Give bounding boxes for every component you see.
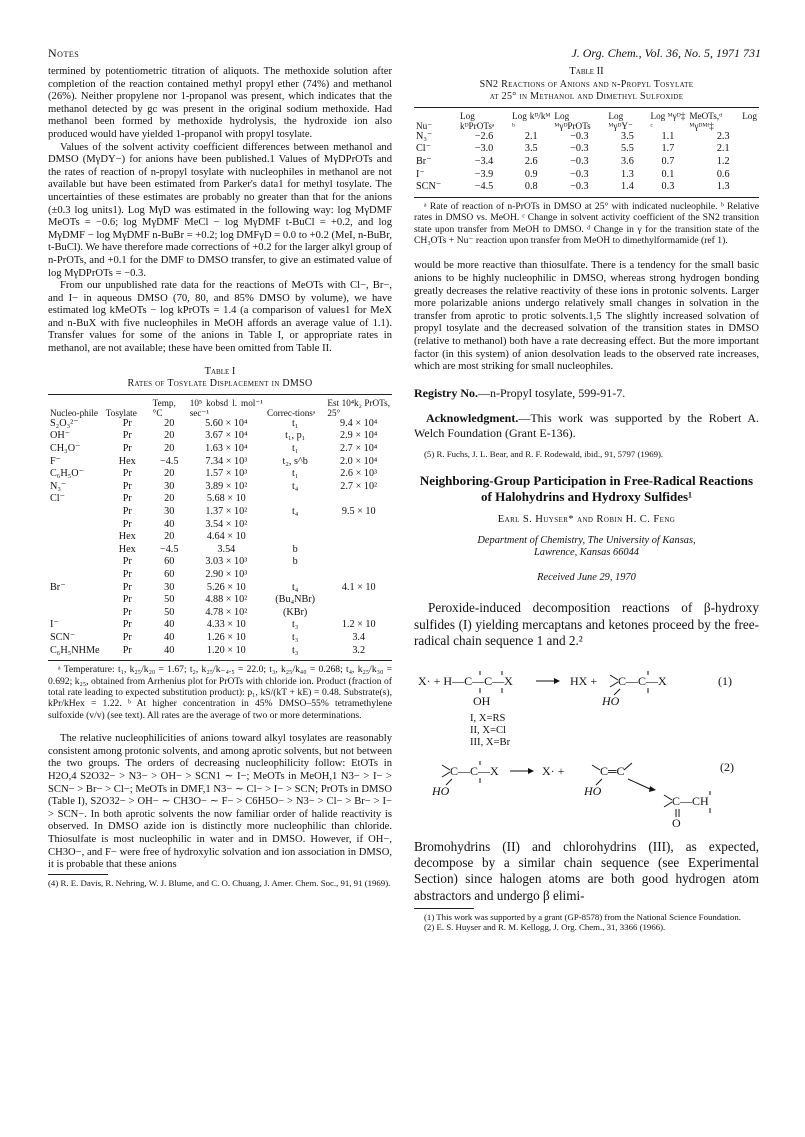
- table-cell: t₁: [291, 468, 299, 480]
- paragraph: Values of the solvent activity coefficient differences between methanol and DMSO (MγDY−) for anions have been published.1 Values of MγDPrOTs and the rates of reaction of n-propyl tosylate with nucleophiles in methanol are not available but have been estimated from Parker's data1 for methyl tosylate. The uncertainties of these estimates are probably no greater than that for the anions (±0.3 log units1). Log MγD was estimated in the following way: log MγDMF MeOTs = −0.6; log MγDMF MeCl − log MγDMF t-BuCl = +0.2, and log MγDMF − log MγDMF n-BuBr = +0.2; log DMFγD = 0.0 to +0.2 (MeI, n-BuBr, t-BuCl). We have therefore made corrections of +0.2 for the larger alkyl group of n-PrOTs, and +0.1 for the DMF to DMSO transfer, to give an estimated value of log MγDPrOTs = −0.3.: [48, 141, 392, 279]
- table-cell: 1.57 × 10³: [205, 468, 248, 480]
- equation-number: (2): [720, 759, 734, 774]
- paragraph: Peroxide-induced decomposition reactions of β-hydroxy sulfides (I) yielding mercaptans and ketones proceed by the free-radical chain sequence 1 and 2.²: [414, 600, 759, 648]
- column-header: Log ᴹγᴰPrOTs: [554, 110, 591, 131]
- table: [48, 398, 392, 657]
- table-subtitle: at 25° in Methanol and Dimethyl Sulfoxide: [489, 91, 684, 103]
- table-cell: I⁻: [50, 619, 59, 631]
- table-cell: 1.1: [661, 130, 675, 142]
- svg-text:O: O: [672, 815, 681, 830]
- table-cell: [48, 531, 104, 544]
- table-cell: 1.2 × 10: [341, 619, 376, 631]
- table-cell: 1.3: [621, 168, 634, 180]
- table-row: [48, 569, 392, 582]
- footnote: (5) R. Fuchs, J. L. Bear, and R. F. Rodewald, ibid., 91, 5797 (1969).: [424, 448, 664, 459]
- table-row: [48, 645, 392, 658]
- table-cell: CH₃O⁻: [50, 443, 81, 455]
- column-header: Log kᴰ/kᴹ ᵇ: [512, 110, 551, 131]
- table-cell: −3.0: [474, 143, 494, 155]
- table-cell: 3.5: [621, 130, 634, 142]
- table-cell: 3.54 × 10²: [205, 518, 248, 530]
- table-cell: SCN⁻: [416, 181, 442, 193]
- column-header: Correc-tionsᵃ: [266, 407, 316, 418]
- affiliation-line: Lawrence, Kansas 66044: [534, 547, 639, 559]
- table-cell: −0.3: [570, 168, 589, 180]
- paragraph: Bromohydrins (II) and chlorohydrins (III), as expected, decompose by a similar chain sequence (see Experimental Section) since halogen atoms are both good hydrogen atom abstractors and undergo β elimi-: [414, 838, 759, 903]
- table-cell: 0.7: [661, 155, 675, 167]
- paragraph: termined by potentiometric titration of aliquots. The methoxide solution after completion of the reaction contained methyl propyl ether (74%) and methanol (26%). Neither propylene nor 1-propanol was present, which indicates that the methanol detected by gc was present in the original sodium methoxide. Had methanol been formed by methoxide hydrolysis, the hydroxide ion also produced would have yielded 1-propanol with propyl tosylate.: [48, 66, 392, 140]
- table-cell: −4.5: [474, 181, 494, 193]
- svg-text:HO: HO: [584, 783, 602, 798]
- table-cell: 40: [164, 644, 175, 656]
- affiliation-line: Department of Chemistry, The University of Kansas,: [477, 534, 696, 546]
- table-cell: t₃: [291, 644, 299, 656]
- svg-text:C—C—X: C—C—X: [618, 673, 667, 688]
- table-header-row: [48, 398, 392, 418]
- table-cell: 0.3: [661, 181, 675, 193]
- table-cell: 0.1: [661, 168, 675, 180]
- table-cell: −0.3: [570, 130, 589, 142]
- table-cell: Pr: [122, 619, 132, 631]
- table-cell: Pr: [122, 581, 132, 593]
- table-cell: [48, 594, 104, 607]
- table-cell: 50: [164, 606, 175, 618]
- svg-text:C—CH: C—CH: [672, 793, 709, 808]
- table-cell: 9.5 × 10: [341, 506, 376, 517]
- table-cell: t₁: [291, 417, 299, 429]
- table: [414, 111, 759, 194]
- table-row: [48, 582, 392, 595]
- article-title: Neighboring-Group Participation in Free-Radical Reactions of Halohydrins and Hydroxy Sulfides¹: [419, 473, 754, 504]
- table-cell: b: [292, 556, 298, 568]
- table-cell: [265, 531, 325, 544]
- table-cell: 60: [164, 568, 175, 580]
- table-cell: 9.4 × 10⁴: [340, 417, 378, 429]
- footnote: (2) E. S. Huyser and R. M. Kellogg, J. Org. Chem., 31, 3366 (1966).: [424, 922, 666, 933]
- table-cell: b: [292, 543, 298, 555]
- footnote-rule: [48, 874, 108, 875]
- table-cell: 5.5: [621, 143, 634, 155]
- table-cell: Pr: [122, 468, 132, 480]
- table-cell: Hex: [118, 455, 136, 467]
- table-cell: Pr: [122, 644, 132, 656]
- reaction-scheme-drawing: [414, 661, 759, 831]
- table-cell: t₂, s^b: [282, 455, 308, 467]
- table-cell: Cl⁻: [416, 143, 432, 155]
- table-row: [48, 544, 392, 557]
- ack-label: Acknowledgment.: [426, 410, 519, 425]
- table-cell: I⁻: [416, 168, 425, 180]
- table-rule: [48, 660, 392, 661]
- table-cell: 2.90 × 10³: [205, 568, 248, 580]
- table-cell: −0.3: [570, 155, 589, 167]
- table-cell: 20: [164, 443, 175, 455]
- table-cell: 30: [164, 581, 175, 593]
- table-cell: Br⁻: [416, 155, 432, 167]
- table-cell: 20: [164, 468, 175, 480]
- table-cell: −3.4: [474, 155, 494, 167]
- table-row: [48, 481, 392, 494]
- svg-text:C—C—X: C—C—X: [450, 763, 499, 778]
- table-cell: 2.7 × 10⁴: [340, 443, 378, 455]
- table-cell: 4.78 × 10²: [205, 606, 248, 618]
- table-cell: 2.0 × 10⁴: [340, 455, 378, 467]
- running-head-right: J. Org. Chem., Vol. 36, No. 5, 1971 731: [571, 46, 761, 60]
- table-body: [414, 131, 759, 194]
- table-row: [48, 556, 392, 569]
- table-cell: 50: [164, 594, 175, 606]
- svg-text:X· +: X· +: [542, 763, 565, 778]
- table-cell: (Bu₄NBr): [275, 594, 316, 606]
- svg-text:III, X=Br: III, X=Br: [470, 736, 511, 748]
- table-cell: Pr: [122, 417, 132, 429]
- svg-text:HX +: HX +: [570, 673, 598, 688]
- registry-label: Registry No.: [414, 385, 478, 400]
- table-cell: 1.26 × 10: [206, 631, 246, 643]
- table-cell: [325, 569, 392, 582]
- table-cell: Pr: [122, 430, 132, 442]
- table-row: [48, 443, 392, 456]
- footnote-rule: [414, 908, 474, 909]
- table-cell: t₁, p₁: [285, 430, 306, 442]
- table-cell: 1.63 × 10⁴: [205, 443, 248, 455]
- table-cell: Pr: [122, 480, 132, 492]
- table-cell: OH⁻: [50, 430, 71, 442]
- column-header: Log ᴹγᴰ‡ ᶜ: [650, 110, 686, 131]
- table-cell: 0.9: [524, 168, 538, 180]
- table-cell: Pr: [122, 606, 132, 618]
- svg-text:OH: OH: [473, 693, 491, 708]
- table-cell: 2.1: [524, 130, 538, 142]
- table-cell: −2.6: [474, 130, 494, 142]
- table-cell: 3.6: [621, 155, 634, 167]
- table-cell: [48, 569, 104, 582]
- table-subtitle: SN2 Reactions of Anions and n-Propyl Tosylate: [479, 78, 694, 90]
- received-date: Received June 29, 1970: [537, 571, 636, 583]
- table-cell: [48, 519, 104, 532]
- paragraph: would be more reactive than thiosulfate. There is a tendency for the small basic anions to be highly nucleophilic in DMSO, whereas strong hydrogen bonding greatly decreases the relative reactivity of these ions in protonic solvents. Larger more polarizable anions undergo relatively small changes in solvation in the transfer from aprotic to protic solvents.1,5 The slightly increased solvation of propyl tosylate and the decreased solvation of the transition states in DMSO (relative to methanol) both have a rate decreasing effect. But the more important factor (in this system) of anion desolvation leads to the observed rate increases, which are most striking for small nucleophiles.: [414, 260, 759, 373]
- footnote: (1) This work was supported by a grant (GP-8578) from the National Science Foundation.: [424, 911, 741, 922]
- table-cell: 4.33 × 10: [206, 619, 246, 631]
- table-cell: 40: [164, 518, 175, 530]
- column-header: Tosylate: [105, 407, 137, 418]
- table-cell: 30: [164, 480, 175, 492]
- table-cell: −0.3: [570, 181, 589, 193]
- table-cell: Pr: [122, 443, 132, 455]
- svg-text:II, X=Cl: II, X=Cl: [470, 724, 506, 736]
- column-header: Est 10⁴k₂ PrOTs, 25°: [327, 397, 390, 418]
- table-cell: N₃⁻: [50, 480, 67, 492]
- table-cell: Pr: [122, 518, 132, 530]
- table-cell: 4.1 × 10: [341, 581, 376, 593]
- table-cell: [325, 594, 392, 607]
- table-cell: −4.5: [159, 543, 179, 555]
- table-row: [48, 607, 392, 620]
- table-row: [48, 456, 392, 469]
- table-1: [48, 366, 392, 722]
- table-cell: 3.2: [352, 644, 366, 656]
- table-cell: 4.64 × 10: [206, 531, 246, 543]
- table-row: [48, 531, 392, 544]
- svg-text:I, X=RS: I, X=RS: [470, 712, 506, 724]
- table-cell: 3.89 × 10²: [205, 480, 248, 492]
- table-row: [48, 506, 392, 519]
- right-column: [414, 66, 759, 933]
- table-cell: 20: [164, 531, 175, 543]
- table-cell: Pr: [122, 493, 132, 505]
- column-header: Temp, °C: [152, 397, 176, 418]
- table-row: [414, 156, 759, 169]
- table-cell: [48, 506, 104, 519]
- table-cell: 40: [164, 631, 175, 643]
- table-cell: 5.26 × 10: [206, 581, 246, 593]
- table-cell: Br⁻: [50, 581, 66, 593]
- table-cell: 1.37 × 10²: [205, 506, 248, 517]
- table-cell: [265, 519, 325, 532]
- table-cell: 20: [164, 493, 175, 505]
- table-rule: [48, 394, 392, 395]
- table-cell: 20: [164, 417, 175, 429]
- authors: Earl S. Huyser* and Robin H. C. Feng: [497, 514, 676, 526]
- table-cell: [325, 531, 392, 544]
- table-cell: 2.1: [716, 143, 730, 155]
- svg-text:C═C: C═C: [600, 763, 625, 778]
- table-footnote: ᵃ Temperature: t₁, k₂₅/k₂₀ = 1.67; t₂, k₂₅/k₋₄.₅ = 22.0; t₃, k₂₅/k₄₀ = 0.268; t₄, k₂₅/k₃₀ = 0.692; k₂₅, obtained from Arrhenius plot for PrOTs with chloride ion. Product (fraction of total rate leading to expected substitution product): p₁, kS/(kT + kE) = 0.48. Substrate(s), kPr/kHex = 1.22. ᵇ At higher concentration in 45% DMSO–55% tetramethylene sulfoxide (v/v) (see text). All rates are the average of two or more determinations.: [48, 664, 392, 721]
- table-cell: −0.3: [570, 143, 589, 155]
- svg-text:X· + H—C—C—X: X· + H—C—C—X: [418, 673, 513, 688]
- table-cell: Pr: [122, 594, 132, 606]
- table-cell: 3.54: [217, 543, 236, 555]
- table-cell: −3.9: [474, 168, 494, 180]
- table-cell: [48, 607, 104, 620]
- column-header: Log ᴹγᴰY⁻: [608, 110, 633, 131]
- paragraph: From our unpublished rate data for the reactions of MeOTs with Cl−, Br−, and I− in aqueous DMSO (70, 80, and 85% DMSO by volume), we have estimated log kMeOTs − log kPrOTs = 1.4 (a comparison of values1 for MeX and n-BuX with five nucleophiles in MeOH affords an average value of 1.1). Transfer values for some of the anions in Table I, or appropriate rates in methanol, are not available; these have been omitted from Table II.: [48, 280, 392, 355]
- table-cell: 3.67 × 10⁴: [205, 430, 248, 442]
- reaction-scheme: [414, 661, 759, 831]
- table-row: [48, 430, 392, 443]
- table-row: [48, 632, 392, 645]
- table-cell: Hex: [118, 543, 136, 555]
- table-cell: [48, 556, 104, 569]
- table-cell: N₃⁻: [416, 130, 433, 142]
- table-cell: [325, 607, 392, 620]
- table-cell: −4.5: [159, 455, 179, 467]
- table-cell: SCN⁻: [50, 631, 76, 643]
- table-cell: 5.68 × 10: [206, 493, 246, 505]
- table-cell: C₆H₅NHMe: [50, 644, 100, 656]
- table-cell: Hex: [118, 531, 136, 543]
- table-body: [48, 418, 392, 657]
- acknowledgment: [414, 411, 759, 441]
- table-cell: [265, 569, 325, 582]
- table-cell: t₁: [291, 443, 299, 455]
- table-cell: 4.88 × 10²: [205, 594, 248, 606]
- column-header: Nucleo-phile: [50, 407, 98, 418]
- table-cell: [325, 556, 392, 569]
- table-rule: [414, 197, 759, 198]
- column-header: 10⁵ kobsd l. mol⁻¹ sec⁻¹: [189, 397, 263, 418]
- table-cell: 1.20 × 10: [206, 644, 246, 656]
- table-cell: 2.3: [716, 130, 730, 142]
- table-row: [414, 169, 759, 182]
- table-row: [48, 418, 392, 431]
- registry-text: —n-Propyl tosylate, 599-91-7.: [477, 385, 626, 400]
- table-caption: Table I: [204, 365, 236, 377]
- table-cell: [325, 544, 392, 557]
- table-cell: t₄: [291, 581, 299, 593]
- table-cell: t₄: [291, 480, 299, 492]
- table-cell: 0.8: [524, 181, 538, 193]
- left-column: [48, 66, 392, 888]
- table-cell: [265, 493, 325, 506]
- table-cell: 40: [164, 619, 175, 631]
- table-cell: 3.03 × 10³: [205, 556, 248, 568]
- column-header: Log kᴰPrOTsᵃ: [460, 110, 495, 131]
- table-cell: t₃: [291, 631, 299, 643]
- table-cell: 0.6: [716, 168, 730, 180]
- table-cell: t₄: [291, 506, 299, 517]
- table-row: [414, 181, 759, 194]
- table-rule: [414, 107, 759, 108]
- table-cell: 30: [164, 506, 175, 517]
- table-cell: [325, 493, 392, 506]
- table-cell: 1.7: [661, 143, 675, 155]
- table-cell: 2.9 × 10⁴: [340, 430, 378, 442]
- table-cell: 2.6 × 10³: [340, 468, 378, 480]
- table-cell: 1.2: [716, 155, 730, 167]
- table-row: [48, 594, 392, 607]
- table-cell: (KBr): [283, 606, 308, 618]
- running-head-left: Notes: [48, 46, 80, 60]
- table-cell: 2.7 × 10²: [340, 480, 378, 492]
- footnote: (4) R. E. Davis, R. Nehring, W. J. Blume, and C. O. Chuang, J. Amer. Chem. Soc., 91, 91 (1969).: [48, 877, 391, 888]
- paragraph: The relative nucleophilicities of anions toward alkyl tosylates are reasonably consistent among protonic solvents, and among aprotic solvents, but not between the two groups. The orders of decreasing nucleophilicity follow: EtOTs in H2O,4 S2O32− > N3− > OH− > SCN1 ∼ I−; MeOTs in MeOH,1 N3− > I− > SCN− > Br− > Cl−; MeOTs in DMF,1 N3− ∼ Cl− > I− > SCN; PrOTs in DMSO (Table I), S2O32− > OH− ∼ CH3O− ∼ F− > C6H5O− > N3− > Cl− > Br− > I− > SCN−. In both aprotic solvents the now familiar order of halide reactivity is observed. In DMSO azide ion is distinctly more nucleophilic than chloride. Thiosulfate is most nucleophilic in water and in DMSO. However, if OH−, CH3O−, and F− were free of hydroxylic solvation and ion association in DMSO, it is probable that these anions: [48, 733, 392, 871]
- ack-text: —This work was supported by the Robert A. Welch Foundation (Grant E-136).: [414, 410, 759, 440]
- table-cell: 1.3: [716, 181, 730, 193]
- table-cell: Pr: [122, 568, 132, 580]
- table-caption: Table II: [569, 66, 604, 77]
- column-header: MeOTs,ᵈ Log ᴹγᴰᴹᶠ‡: [689, 110, 757, 131]
- table-cell: Pr: [122, 631, 132, 643]
- svg-text:HO: HO: [602, 693, 620, 708]
- table-cell: Pr: [122, 506, 132, 517]
- column-header: Nu⁻: [416, 120, 433, 131]
- table-footnote: ᵃ Rate of reaction of n-PrOTs in DMSO at 25° with indicated nucleophile. ᵇ Relative rates in DMSO vs. MeOH. ᶜ Change in solvent activity coefficient of the SN2 transition state upon transfer from MeOH to DMSO. ᵈ Change in γ for the transition state of the CH₃OTs + Nu⁻ reaction upon transfer from MeOH to dimethylformamide (ref 1).: [414, 200, 759, 246]
- table-cell: t₃: [291, 619, 299, 631]
- table-cell: F⁻: [50, 455, 62, 467]
- table-cell: Pr: [122, 556, 132, 568]
- table-2: [414, 66, 759, 246]
- table-cell: 1.4: [621, 181, 634, 193]
- affiliation: [414, 535, 759, 560]
- table-cell: 3.5: [524, 143, 538, 155]
- table-row: [414, 131, 759, 144]
- equation-number: (1): [718, 673, 732, 688]
- table-cell: 5.60 × 10⁴: [205, 417, 248, 429]
- table-row: [48, 493, 392, 506]
- table-cell: 2.6: [524, 155, 538, 167]
- table-row: [414, 143, 759, 156]
- svg-text:HO: HO: [432, 783, 450, 798]
- table-subtitle: Rates of Tosylate Displacement in DMSO: [127, 378, 313, 390]
- table-row: [48, 468, 392, 481]
- table-cell: C₆H₅O⁻: [50, 468, 84, 480]
- table-row: [48, 519, 392, 532]
- table-row: [48, 619, 392, 632]
- registry-line: [414, 386, 759, 401]
- table-cell: 7.34 × 10³: [205, 455, 248, 467]
- table-cell: 3.4: [352, 631, 366, 643]
- table-cell: 60: [164, 556, 175, 568]
- table-cell: 20: [164, 430, 175, 442]
- table-cell: [48, 544, 104, 557]
- table-header-row: [414, 111, 759, 131]
- table-cell: Cl⁻: [50, 493, 66, 505]
- table-cell: [325, 519, 392, 532]
- table-cell: S₂O₃²⁻: [50, 417, 79, 429]
